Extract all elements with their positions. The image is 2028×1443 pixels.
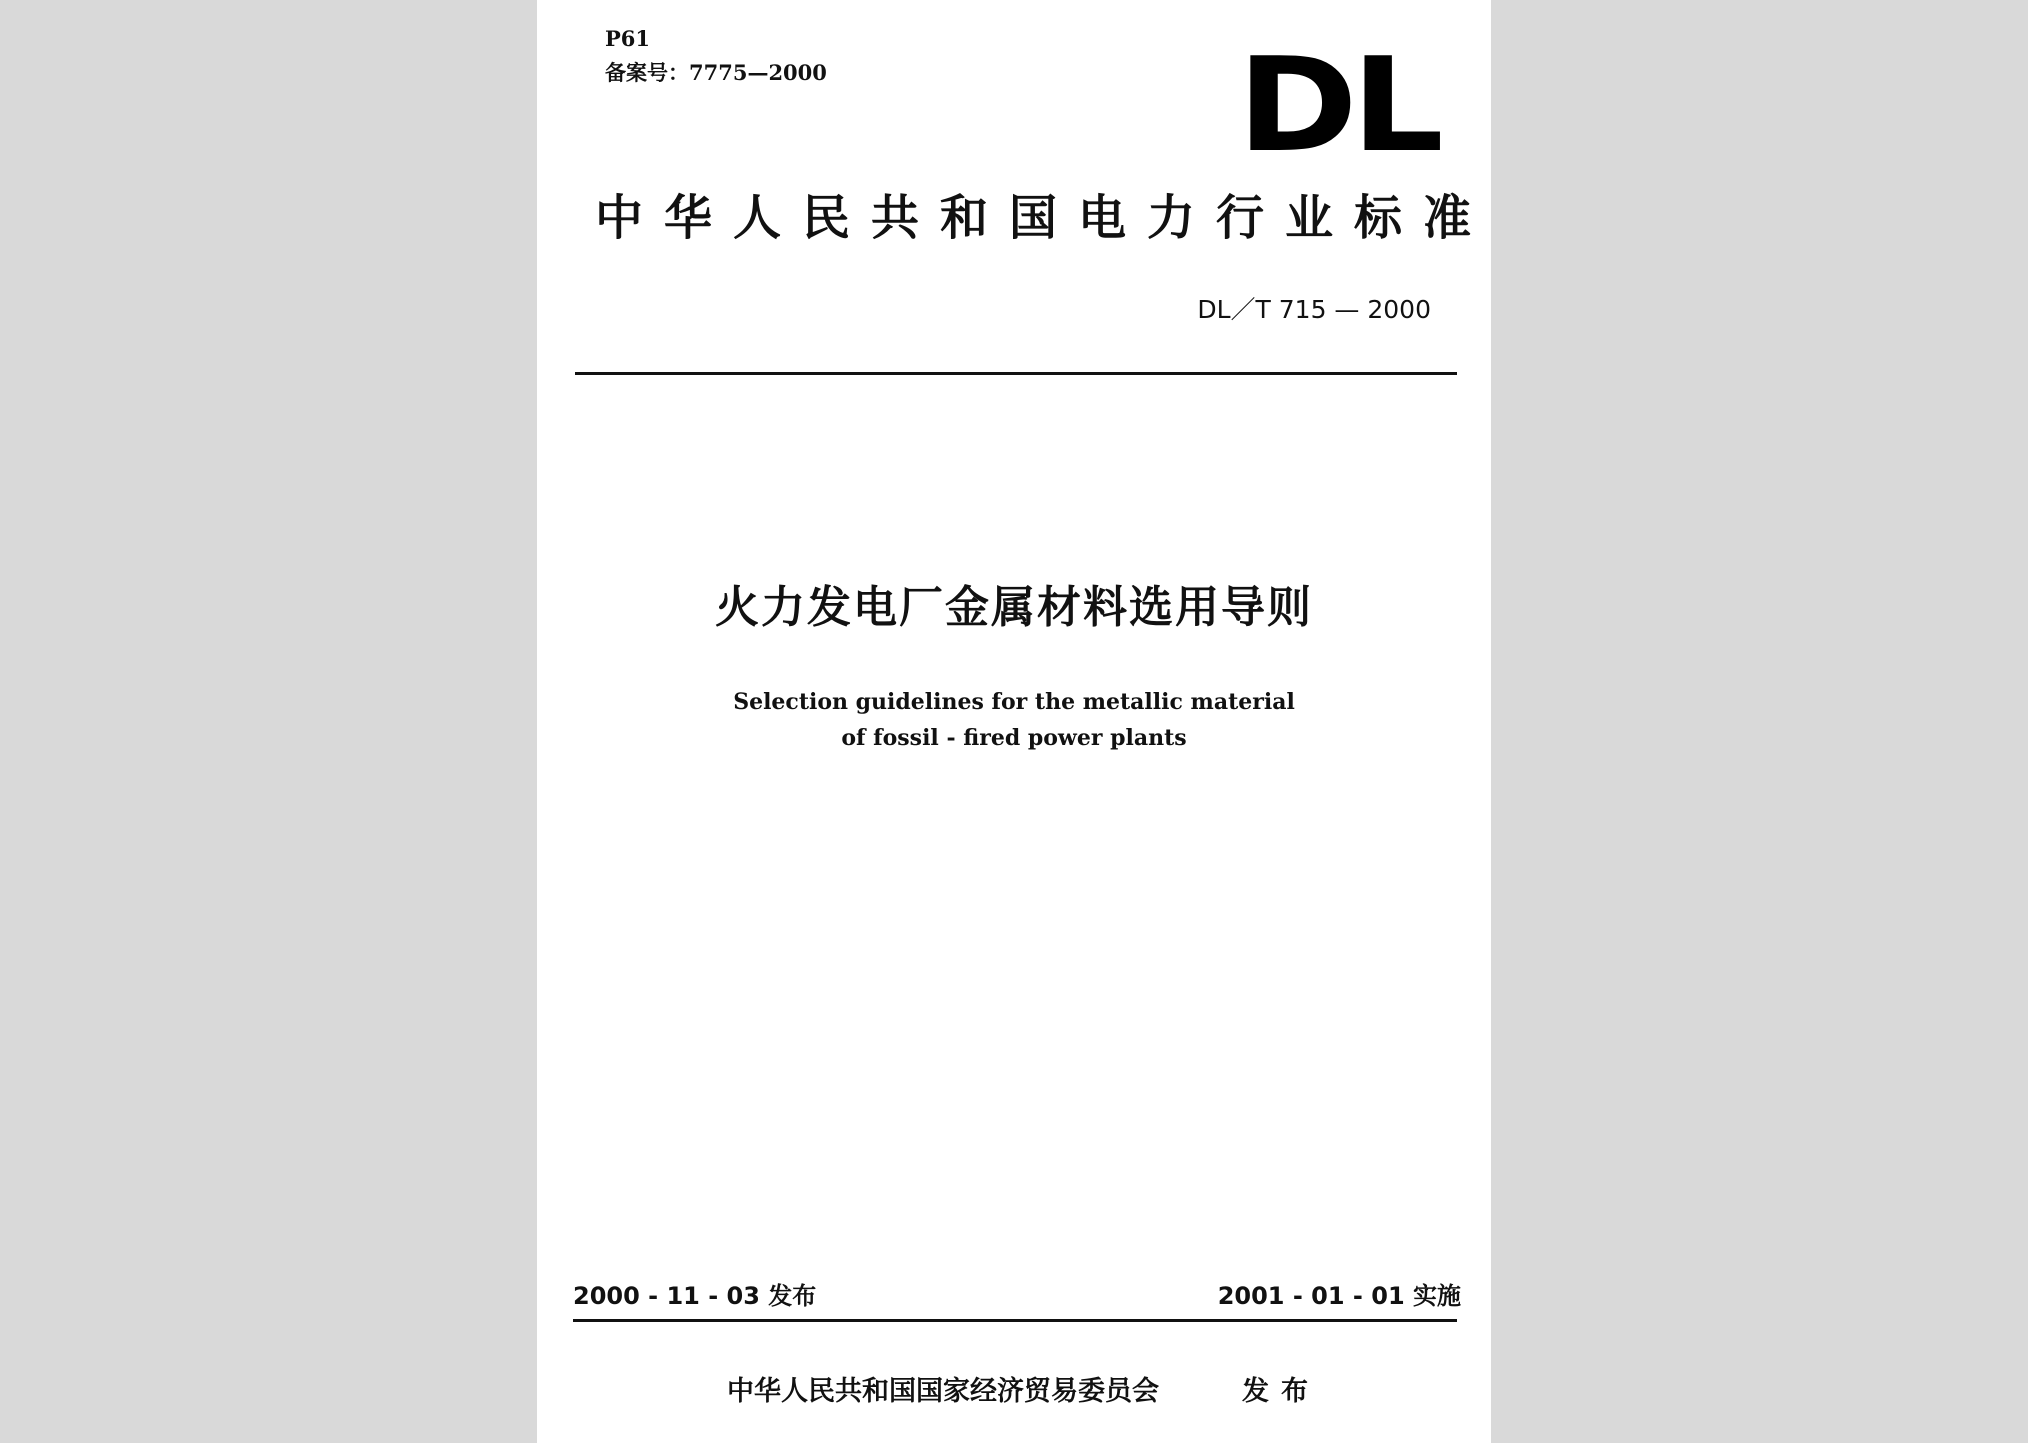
classification-code: P61 <box>605 26 651 51</box>
issue-date: 2000 - 11 - 03 发布 <box>573 1282 817 1310</box>
title-english-line-1: Selection guidelines for the metallic material <box>733 689 1295 715</box>
dl-logo: DL <box>1237 29 1438 181</box>
standard-number: DL／T 715 — 2000 <box>1197 295 1431 324</box>
document-page <box>537 0 1491 1443</box>
footer-divider <box>573 1319 1457 1322</box>
implementation-date: 2001 - 01 - 01 实施 <box>1217 1282 1461 1310</box>
filing-number: 备案号：7775—2000 <box>605 60 827 85</box>
issue-action: 发布 <box>1242 1376 1320 1407</box>
document-title-chinese: 火力发电厂金属材料选用导则 <box>715 582 1313 633</box>
header-divider <box>575 372 1457 375</box>
title-english-line-2: of fossil - fired power plants <box>841 725 1187 751</box>
document-title-english <box>537 684 1491 756</box>
issuing-authority: 中华人民共和国国家经济贸易委员会 <box>727 1376 1159 1407</box>
standard-category-title: 中华人民共和国电力行业标准 <box>595 190 1493 246</box>
